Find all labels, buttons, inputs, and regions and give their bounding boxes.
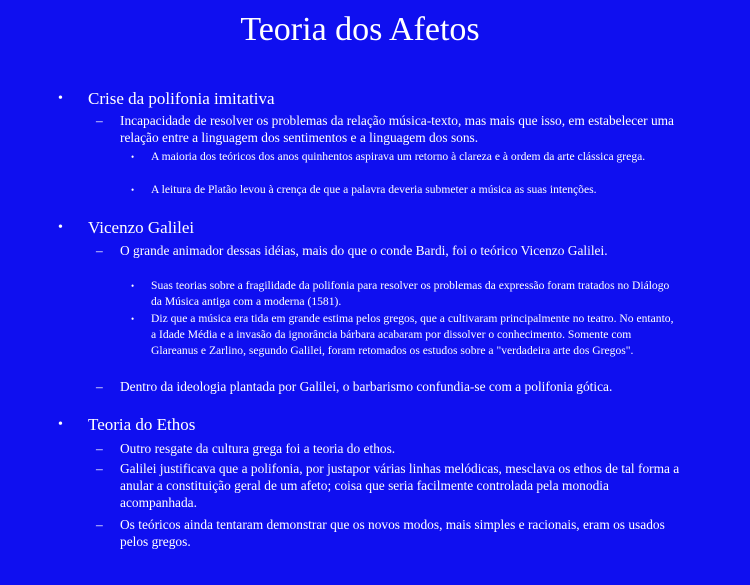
list-item-text: Suas teorias sobre a fragilidade da polifonia para resolver os problemas da expressão foram tratados no Diálogo da Música antiga com a moderna (1581). bbox=[151, 279, 670, 308]
bullet-level1: • bbox=[58, 417, 63, 432]
list-item bbox=[131, 149, 676, 165]
list-item bbox=[96, 460, 680, 511]
bullet-level2: – bbox=[96, 379, 103, 394]
bullet-level3: • bbox=[131, 281, 135, 291]
bullet-level2: – bbox=[96, 461, 103, 476]
list-item-text: A maioria dos teóricos dos anos quinhentos aspirava um retorno à clareza e à ordem da arte clássica grega. bbox=[151, 150, 646, 163]
section-heading-crise bbox=[58, 89, 708, 109]
list-item-text: Galilei justificava que a polifonia, por justapor várias linhas melódicas, mesclava os ethos de tal forma a anular a constituição geral de um afeto; coisa que seria facilmente controlada pela monodia acompanhada. bbox=[120, 461, 680, 510]
list-item-text: Diz que a música era tida em grande estima pelos gregos, que a cultivaram principalmente no teatro. No entanto, a Idade Média e a invasão da ignorância bárbara acabaram por dissolver o conhecimento. Somente com Glareanus e Zarlino, segundo Galilei, foram retomados os estudos sobre a "verdadeira arte dos Gregos". bbox=[151, 312, 674, 357]
list-item bbox=[96, 440, 680, 457]
list-item-text: A leitura de Platão levou à crença de que a palavra deveria submeter a música as suas intenções. bbox=[151, 183, 597, 196]
slide-title: Teoria dos Afetos bbox=[240, 11, 480, 48]
section-heading-text: Teoria do Ethos bbox=[88, 415, 196, 434]
list-item-text: O grande animador dessas idéias, mais do que o conde Bardi, foi o teórico Vicenzo Galilei. bbox=[120, 243, 608, 258]
bullet-level2: – bbox=[96, 243, 103, 258]
bullet-level2: – bbox=[96, 113, 103, 128]
list-item-text: Dentro da ideologia plantada por Galilei, o barbarismo confundia-se com a polifonia gótica. bbox=[120, 379, 613, 394]
bullet-level2: – bbox=[96, 441, 103, 456]
list-item-text: Outro resgate da cultura grega foi a teoria do ethos. bbox=[120, 441, 396, 456]
list-item bbox=[96, 112, 680, 146]
section-heading-text: Crise da polifonia imitativa bbox=[88, 89, 275, 108]
bullet-level3: • bbox=[131, 152, 135, 162]
list-item bbox=[96, 378, 680, 395]
section-heading-text: Vicenzo Galilei bbox=[88, 218, 195, 237]
list-item bbox=[131, 311, 676, 359]
bullet-level1: • bbox=[58, 91, 63, 106]
bullet-level2: – bbox=[96, 517, 103, 532]
list-item bbox=[96, 516, 680, 550]
list-item-text: Os teóricos ainda tentaram demonstrar que os novos modos, mais simples e racionais, eram os usados pelos gregos. bbox=[120, 517, 665, 549]
list-item bbox=[96, 242, 680, 259]
section-heading-ethos bbox=[58, 415, 708, 435]
section-heading-galilei bbox=[58, 218, 708, 238]
bullet-level3: • bbox=[131, 185, 135, 195]
list-item bbox=[131, 278, 676, 310]
bullet-level1: • bbox=[58, 220, 63, 235]
bullet-level3: • bbox=[131, 314, 135, 324]
list-item bbox=[131, 182, 676, 198]
list-item-text: Incapacidade de resolver os problemas da relação música-texto, mas mais que isso, em estabelecer uma relação entre a linguagem dos sentimentos e a linguagem dos sons. bbox=[120, 113, 674, 145]
